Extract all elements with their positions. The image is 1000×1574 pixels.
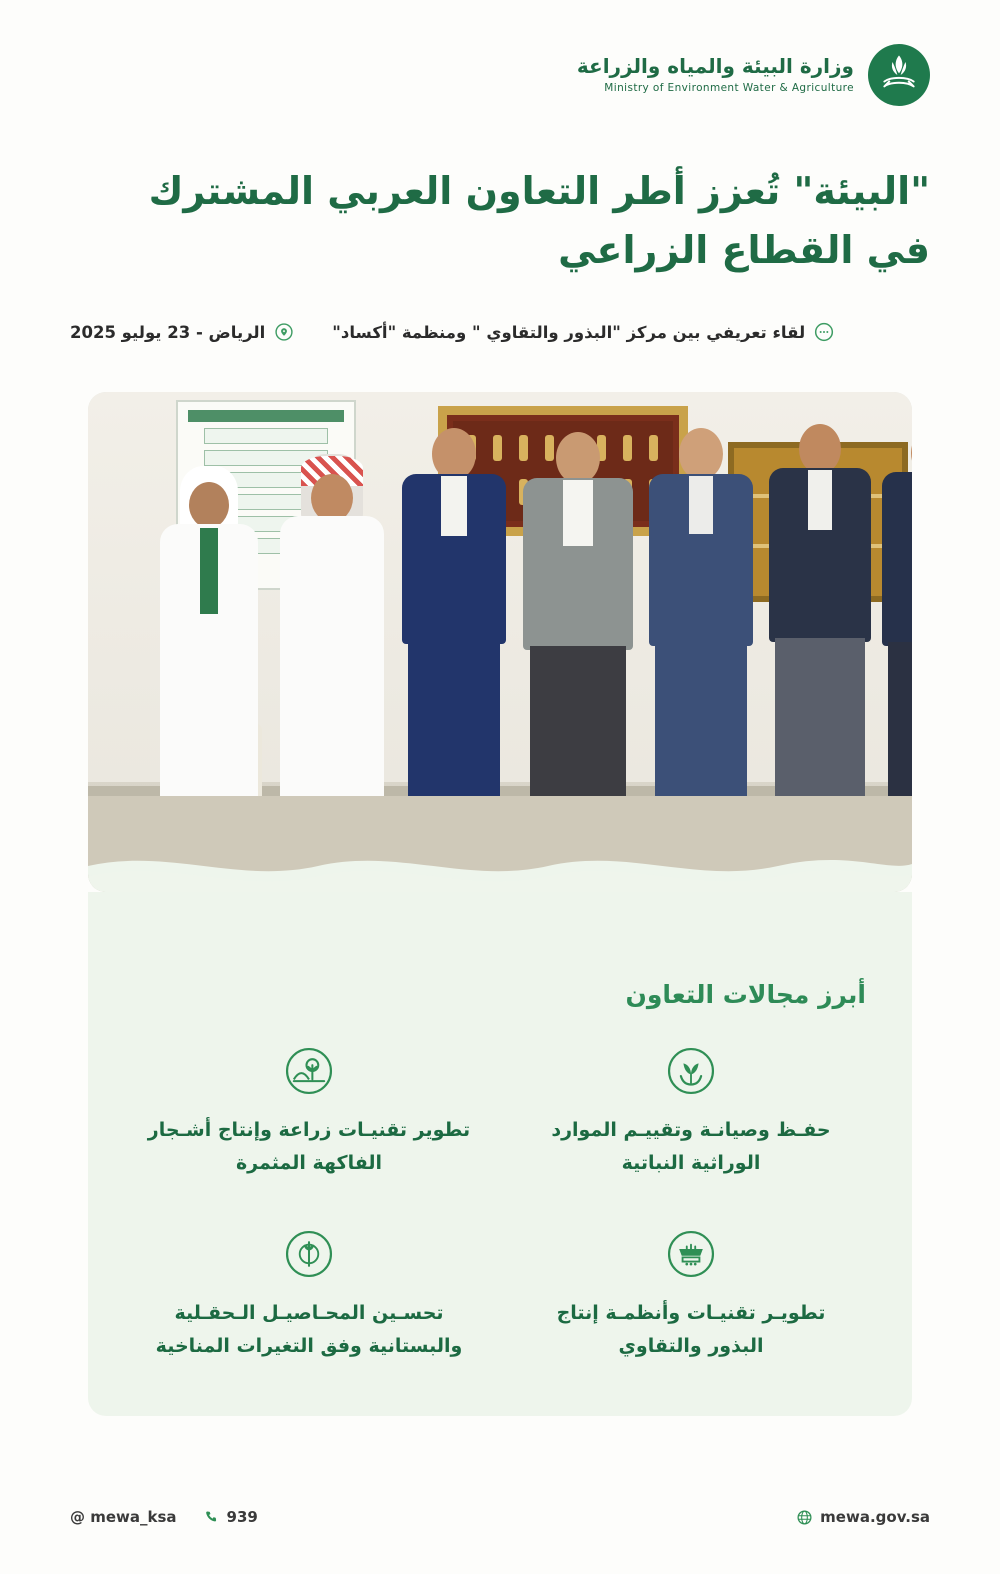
cooperation-item-text: تطوير تقنيـات زراعة وإنتاج أشـجار الفاكهة المثمرة: [147, 1119, 471, 1175]
crop-sprout-icon: [282, 1227, 336, 1281]
photo-person: [880, 428, 912, 796]
phone-number-text: 939: [226, 1508, 258, 1526]
cooperation-heading: أبرز مجالات التعاون: [625, 980, 866, 1009]
photo-person: [154, 466, 264, 796]
cooperation-item-text: تطويـر تقنيـات وأنظمـة إنتاج البذور والتقاوي: [556, 1301, 826, 1357]
subtitle-row: [70, 322, 930, 342]
phone-icon: [203, 1509, 220, 1526]
speech-bubble-icon: [814, 322, 834, 342]
event-place-date-text: الرياض - 23 يوليو 2025: [70, 322, 266, 342]
cooperation-item: [500, 1227, 882, 1364]
social-handle[interactable]: [70, 1508, 177, 1526]
footer-contact-group: [70, 1508, 258, 1526]
group-photo: [88, 392, 912, 892]
ministry-logo-lockup: [577, 44, 930, 106]
cooperation-item: [118, 1227, 500, 1364]
header: [0, 44, 1000, 106]
cooperation-item: [500, 1044, 882, 1181]
ministry-name-block: [577, 54, 854, 95]
ministry-name-arabic: وزارة البيئة والمياه والزراعة: [576, 54, 854, 79]
photo-person: [766, 424, 874, 796]
event-description-text: لقاء تعريفي بين مركز "البذور والتقاوي " ومنظمة "أكساد": [332, 322, 806, 342]
globe-icon: [796, 1509, 813, 1526]
cooperation-item: [118, 1044, 500, 1181]
ministry-name-english: Ministry of Environment Water & Agriculture: [604, 82, 854, 95]
cooperation-item-text: تحسـين المحـاصيـل الـحقـلية والبستانية وفق التغيرات المناخية: [155, 1301, 463, 1357]
tree-landscape-icon: [282, 1044, 336, 1098]
event-place-date: [70, 322, 294, 342]
website-text: mewa.gov.sa: [820, 1508, 930, 1526]
event-description: [332, 322, 834, 342]
photo-wave-overlay: [88, 846, 912, 892]
location-pin-icon: [274, 322, 294, 342]
plant-hands-icon: [664, 1044, 718, 1098]
photo-person: [520, 432, 636, 796]
phone-number[interactable]: [203, 1508, 258, 1526]
footer: [70, 1508, 930, 1526]
photo-person: [274, 454, 390, 796]
saudi-palm-swords-emblem-icon: [868, 44, 930, 106]
website-link[interactable]: [796, 1508, 930, 1526]
seed-tray-icon: [664, 1227, 718, 1281]
social-handle-text: @ mewa_ksa: [70, 1508, 177, 1526]
page-title: "البيئة" تُعزز أطر التعاون العربي المشترك في القطاع الزراعي: [148, 169, 930, 272]
photo-person: [398, 428, 510, 796]
cooperation-item-text: حفـظ وصيانـة وتقييـم الموارد الوراثية النباتية: [551, 1119, 831, 1175]
cooperation-grid: [118, 1044, 882, 1363]
cooperation-panel: [88, 892, 912, 1416]
photo-person: [646, 428, 756, 796]
group-photo-illustration: [88, 392, 912, 892]
